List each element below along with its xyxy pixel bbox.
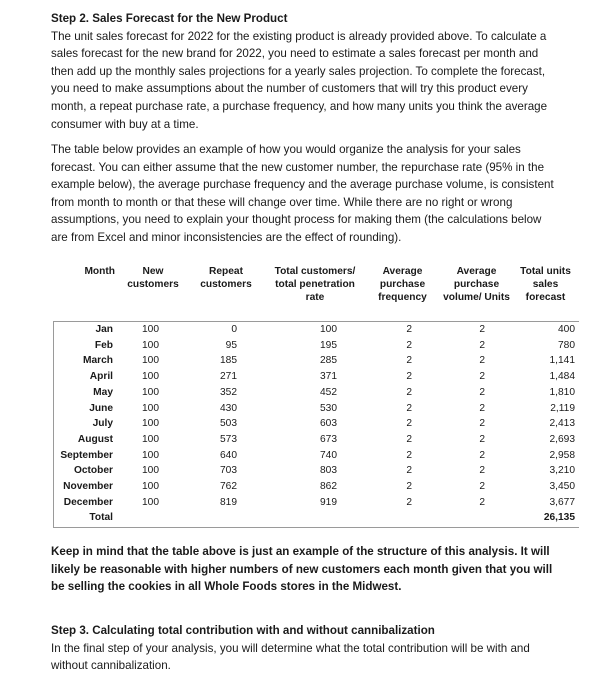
- total-value: 26,135: [543, 512, 575, 524]
- total-units-cell: 3,677: [549, 496, 575, 508]
- repeat-customers-cell: 640: [220, 449, 237, 461]
- step3-section: [51, 622, 561, 675]
- month-cell: May: [93, 386, 113, 398]
- month-cell: April: [89, 371, 113, 383]
- new-customers-cell: 100: [142, 449, 159, 461]
- month-cell: Feb: [94, 339, 113, 351]
- repeat-customers-cell: 352: [220, 386, 237, 398]
- avg-volume-cell: 2: [479, 433, 485, 445]
- repeat-customers-cell: 573: [220, 433, 237, 445]
- new-customers-cell: 100: [142, 386, 159, 398]
- avg-frequency-cell: 2: [406, 355, 412, 367]
- repeat-customers-cell: 503: [220, 418, 237, 430]
- table-row: [53, 495, 578, 511]
- sales-forecast-table: [53, 265, 578, 526]
- total-customers-cell: 862: [320, 481, 337, 493]
- table-row: [53, 463, 578, 479]
- total-units-cell: 2,693: [549, 433, 575, 445]
- table-row: [53, 448, 578, 464]
- avg-volume-cell: 2: [479, 371, 485, 383]
- avg-volume-cell: 2: [479, 339, 485, 351]
- repeat-customers-cell: 762: [220, 481, 237, 493]
- avg-frequency-cell: 2: [406, 418, 412, 430]
- repeat-customers-cell: 271: [220, 371, 237, 383]
- step2-body: The unit sales forecast for 2022 for the existing product is already provided above. To calculate a sales forecast for the new brand for 2022, you need to estimate a sales forecast per month and then add up the monthly sales projections for a yearly sales projection. To complete the forecast, you need to make assumptions about the number of customers that will try this product every month, a repeat purchase rate, a purchase frequency, and how many units you think the average consumer with buy at a time.: [51, 29, 548, 131]
- total-customers-cell: 603: [320, 418, 337, 430]
- new-customers-cell: 100: [142, 355, 159, 367]
- total-row: [53, 510, 578, 526]
- step3-title: Step 3. Calculating total contribution with and without cannibalization: [51, 624, 435, 637]
- total-customers-cell: 530: [320, 402, 337, 414]
- col-header-repeat-customers: Repeat customers: [200, 266, 252, 290]
- avg-frequency-cell: 2: [406, 386, 412, 398]
- month-cell: Jan: [95, 324, 113, 335]
- avg-frequency-cell: 2: [406, 433, 412, 445]
- empty-cell: [187, 510, 265, 526]
- total-units-cell: 2,413: [549, 418, 575, 430]
- note-paragraph: Keep in mind that the table above is just an example of the structure of this analysis. It will likely be reasonable with higher numbers of new customers each month given that you will be selling the cookies in all Whole Foods stores in the Midwest.: [51, 545, 553, 594]
- new-customers-cell: 100: [142, 339, 159, 351]
- total-customers-cell: 195: [320, 339, 337, 351]
- total-units-cell: 1,810: [549, 386, 575, 398]
- new-customers-cell: 100: [142, 465, 159, 477]
- col-header-total-customers: Total customers/ total penetration rate: [274, 266, 356, 303]
- month-cell: December: [63, 496, 113, 508]
- total-customers-cell: 371: [320, 371, 337, 383]
- avg-volume-cell: 2: [479, 355, 485, 367]
- total-label: Total: [89, 512, 113, 524]
- avg-frequency-cell: 2: [406, 339, 412, 351]
- col-header-avg-frequency: Average purchase frequency: [378, 266, 427, 303]
- total-customers-cell: 673: [320, 433, 337, 445]
- total-customers-cell: 285: [320, 355, 337, 367]
- repeat-customers-cell: 430: [220, 402, 237, 414]
- month-cell: August: [77, 433, 113, 445]
- col-header-month: Month: [84, 266, 115, 277]
- table-row: [53, 416, 578, 432]
- avg-frequency-cell: 2: [406, 496, 412, 508]
- col-header-total-units: Total units sales forecast: [520, 266, 571, 303]
- repeat-customers-cell: 819: [220, 496, 237, 508]
- table-row: [53, 479, 578, 495]
- step2-section: [51, 10, 561, 133]
- table-row: [53, 401, 578, 417]
- avg-frequency-cell: 2: [406, 371, 412, 383]
- month-cell: March: [82, 355, 113, 367]
- total-units-cell: 1,141: [549, 355, 575, 367]
- repeat-customers-cell: 703: [220, 465, 237, 477]
- month-cell: September: [60, 449, 113, 461]
- new-customers-cell: 100: [142, 433, 159, 445]
- avg-frequency-cell: 2: [406, 449, 412, 461]
- avg-frequency-cell: 2: [406, 402, 412, 414]
- avg-volume-cell: 2: [479, 449, 485, 461]
- new-customers-cell: 100: [142, 402, 159, 414]
- avg-volume-cell: 2: [479, 386, 485, 398]
- avg-volume-cell: 2: [479, 402, 485, 414]
- avg-volume-cell: 2: [479, 324, 485, 335]
- total-units-cell: 400: [558, 324, 575, 335]
- avg-frequency-cell: 2: [406, 324, 412, 335]
- total-customers-cell: 803: [320, 465, 337, 477]
- month-cell: October: [73, 465, 113, 477]
- new-customers-cell: 100: [142, 418, 159, 430]
- total-units-cell: 2,119: [550, 402, 575, 414]
- table-row: [53, 338, 578, 354]
- empty-cell: [365, 510, 440, 526]
- table-row: [53, 432, 578, 448]
- avg-volume-cell: 2: [479, 465, 485, 477]
- repeat-customers-cell: 0: [231, 324, 237, 335]
- total-customers-cell: 740: [320, 449, 337, 461]
- total-customers-cell: 452: [320, 386, 337, 398]
- table-header-row: [53, 265, 578, 322]
- col-header-new-customers: New customers: [127, 266, 179, 290]
- repeat-customers-cell: 95: [225, 339, 237, 351]
- new-customers-cell: 100: [142, 324, 159, 335]
- intro-paragraph: The table below provides an example of how you would organize the analysis for your sales forecast. You can either assume that the new customer number, the repurchase rate (95% in the example below), the average purchase frequency and the average purchase volume, is consistent from month to month or that these will change over time. While there are no right or wrong assumptions, you need to explain your thought process for making them (the calculations below are from Excel and minor inconsistencies are the effect of rounding).: [51, 143, 554, 244]
- month-cell: November: [63, 481, 113, 493]
- table-row: [53, 369, 578, 385]
- month-cell: July: [92, 418, 113, 430]
- empty-cell: [440, 510, 513, 526]
- total-units-cell: 3,210: [549, 465, 575, 477]
- avg-volume-cell: 2: [479, 481, 485, 493]
- total-units-cell: 2,958: [549, 449, 575, 461]
- table-row: [53, 353, 578, 369]
- total-customers-cell: 100: [320, 324, 337, 335]
- step2-title: Step 2. Sales Forecast for the New Product: [51, 12, 288, 25]
- table-row: [53, 385, 578, 401]
- avg-frequency-cell: 2: [406, 465, 412, 477]
- repeat-customers-cell: 185: [220, 355, 237, 367]
- new-customers-cell: 100: [142, 481, 159, 493]
- avg-volume-cell: 2: [479, 496, 485, 508]
- empty-cell: [265, 510, 365, 526]
- step3-body: In the final step of your analysis, you will determine what the total contribution will be with and without cannibalization.: [51, 641, 530, 673]
- new-customers-cell: 100: [142, 371, 159, 383]
- total-units-cell: 780: [558, 339, 575, 351]
- total-units-cell: 1,484: [549, 371, 575, 383]
- col-header-avg-volume: Average purchase volume/ Units: [443, 266, 510, 303]
- table-row: [53, 322, 578, 338]
- avg-volume-cell: 2: [479, 418, 485, 430]
- total-units-cell: 3,450: [549, 481, 575, 493]
- empty-cell: [119, 510, 187, 526]
- avg-frequency-cell: 2: [406, 481, 412, 493]
- total-customers-cell: 919: [320, 496, 337, 508]
- month-cell: June: [89, 402, 113, 414]
- new-customers-cell: 100: [142, 496, 159, 508]
